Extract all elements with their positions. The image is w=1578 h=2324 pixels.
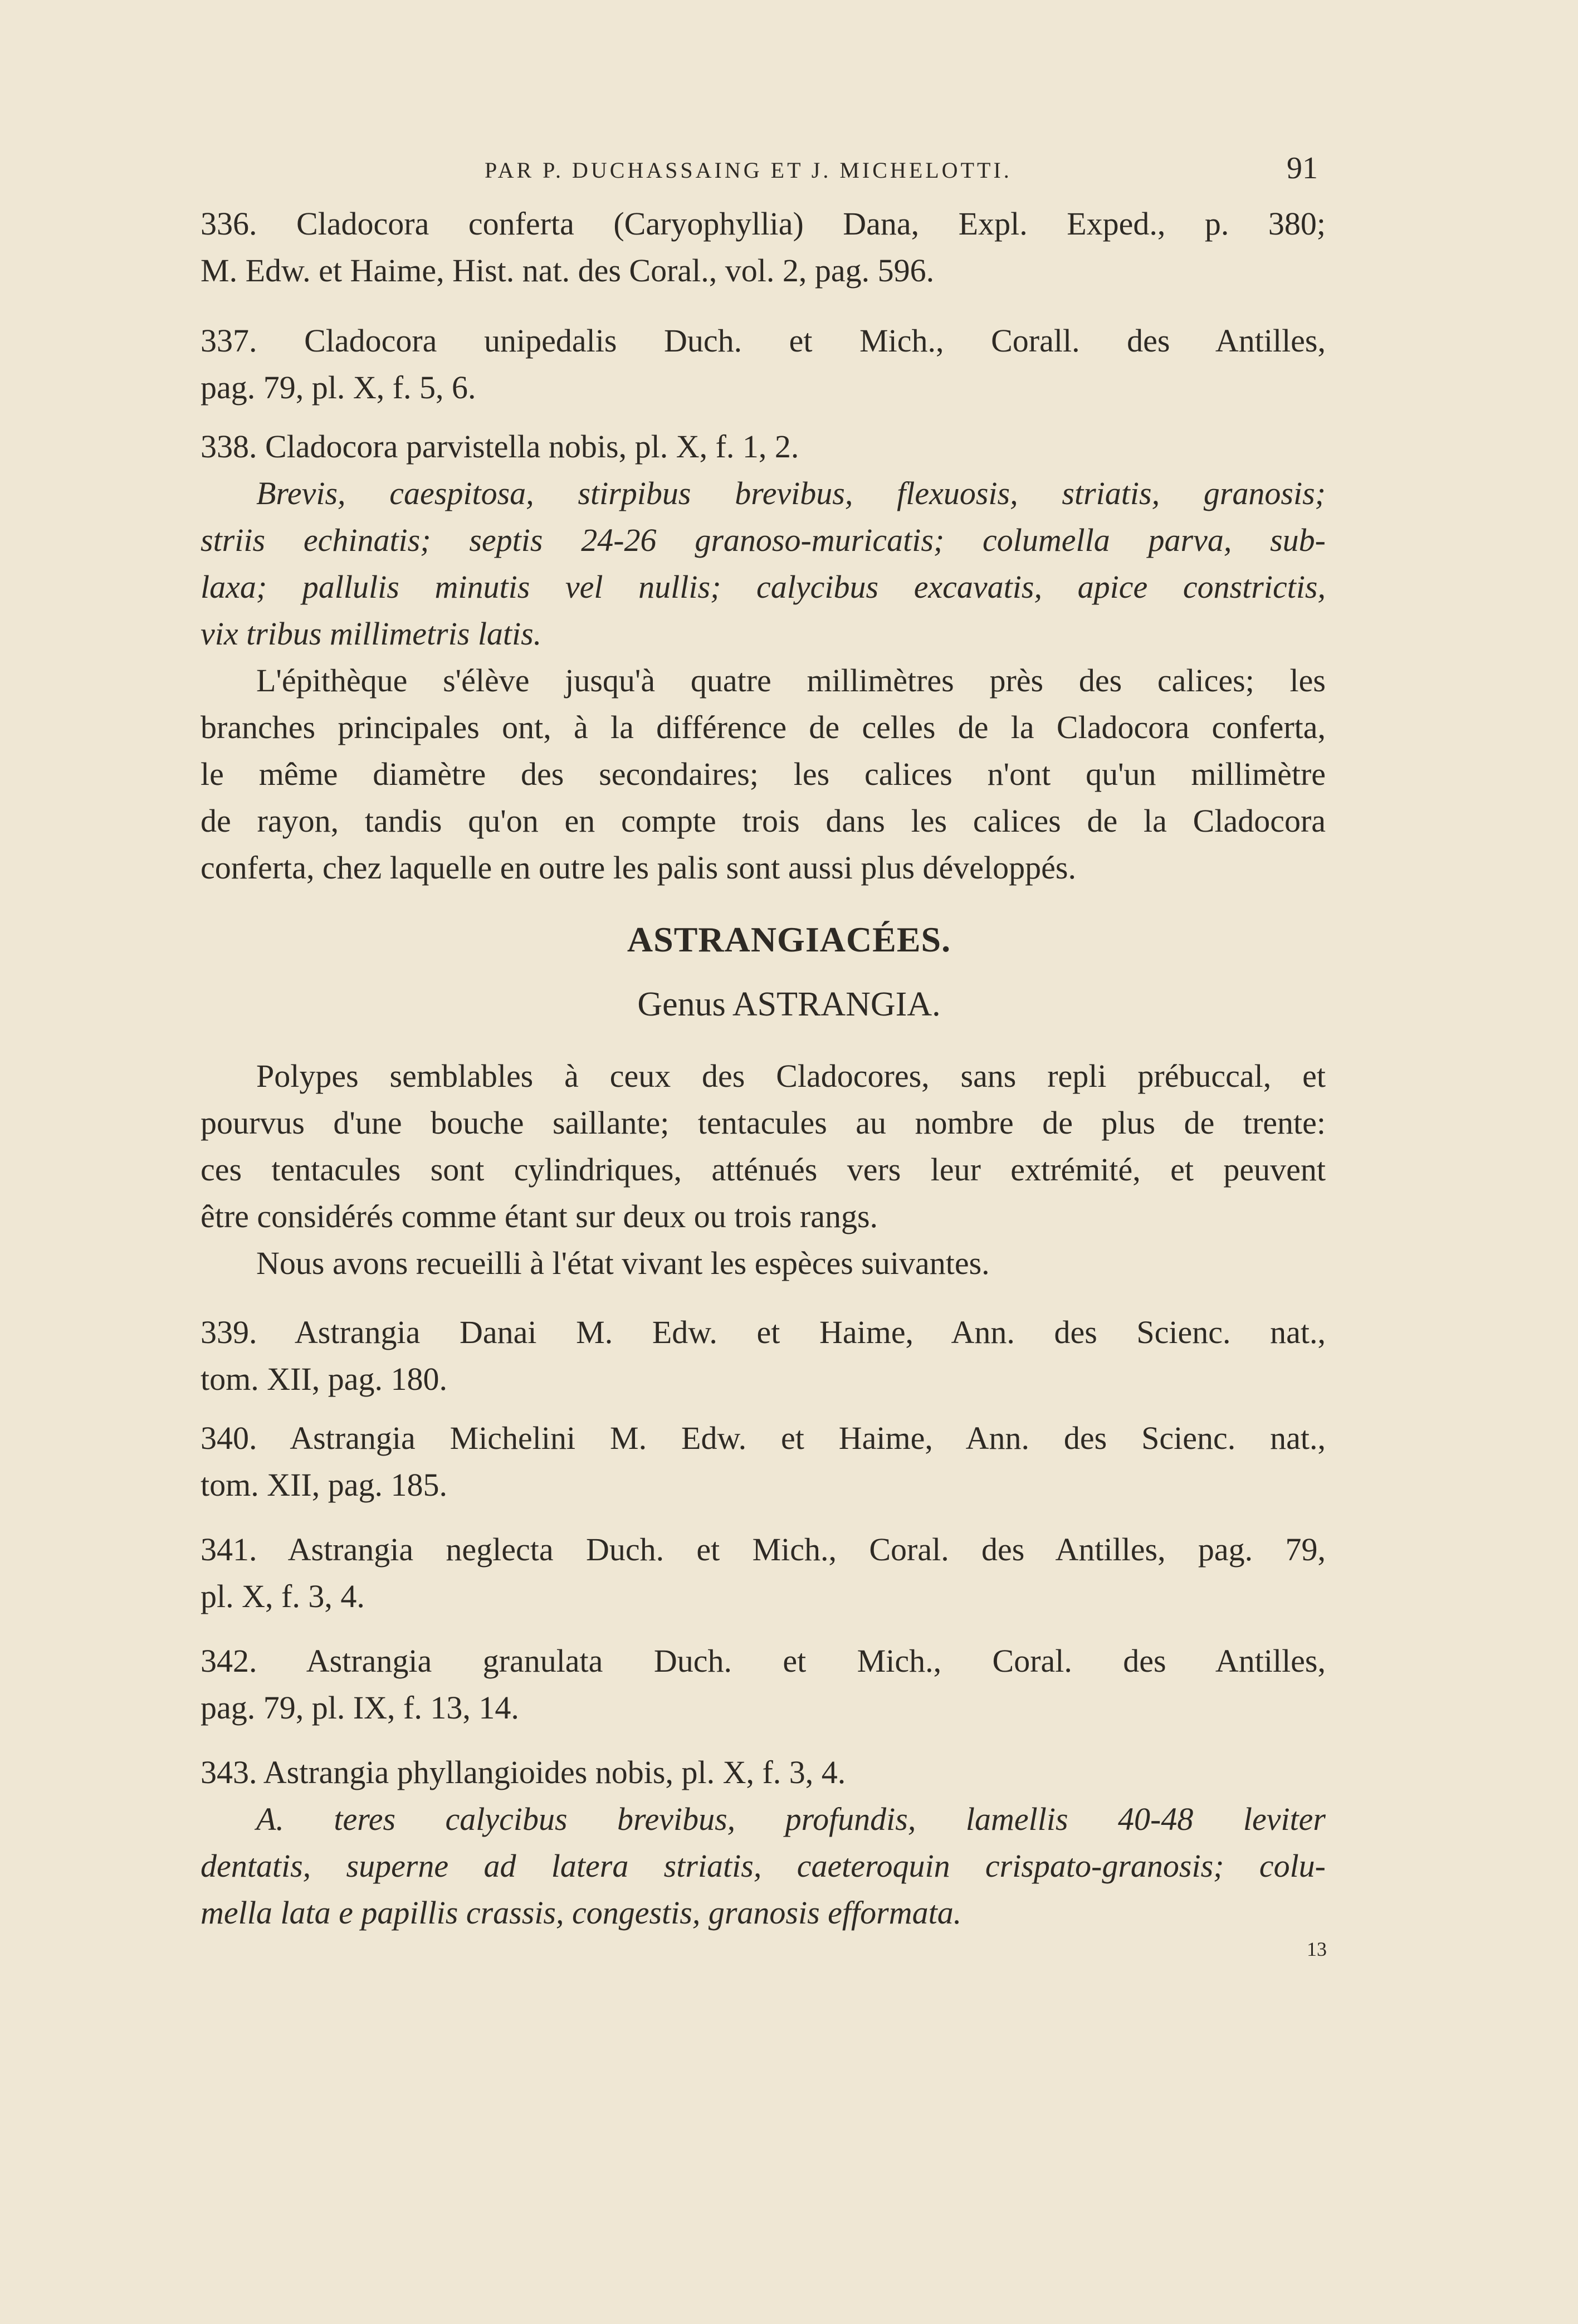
french-description-line: branches principales ont, à la différence de celles de la Cladocora conferta, [201,709,1326,745]
entry-339 [201,1309,1326,1403]
latin-diagnosis-line: dentatis, superne ad latera striatis, caeteroquin crispato-granosis; colu- [201,1848,1326,1884]
entry-337-line-2: pag. 79, pl. X, f. 5, 6. [201,369,476,406]
entry-341-line-1: 341. Astrangia neglecta Duch. et Mich., Coral. des Antilles, pag. 79, [201,1531,1326,1568]
genus-description-line: pourvus d'une bouche saillante; tentacules au nombre de plus de trente: [201,1105,1326,1141]
entry-342-line-1: 342. Astrangia granulata Duch. et Mich., Coral. des Antilles, [201,1643,1326,1679]
entry-336-line-2: M. Edw. et Haime, Hist. nat. des Coral., vol. 2, pag. 596. [201,252,935,289]
latin-diagnosis-line: striis echinatis; septis 24-26 granoso-muricatis; columella parva, sub- [201,522,1326,558]
french-description-line: conferta, chez laquelle en outre les palis sont aussi plus développés. [201,849,1076,886]
entry-339-line-1: 339. Astrangia Danai M. Edw. et Haime, Ann. des Scienc. nat., [201,1314,1326,1350]
latin-diagnosis-line: laxa; pallulis minutis vel nullis; calycibus excavatis, apice constrictis, [201,569,1326,605]
latin-diagnosis-line: Brevis, caespitosa, stirpibus brevibus, flexuosis, striatis, granosis; [256,475,1326,511]
entry-343-line-1: 343. Astrangia phyllangioides nobis, pl. X, f. 3, 4. [201,1754,846,1790]
genus-title: Genus ASTRANGIA. [637,985,941,1023]
entry-336 [201,201,1326,294]
entry-342-line-2: pag. 79, pl. IX, f. 13, 14. [201,1690,519,1726]
entry-341 [201,1526,1326,1620]
entry-338-line-1: 338. Cladocora parvistella nobis, pl. X, f. 1, 2. [201,428,799,465]
entry-336-line-1: 336. Cladocora conferta (Caryophyllia) Dana, Expl. Exped., p. 380; [201,206,1326,242]
page-number: 91 [1287,151,1318,185]
entry-342 [201,1638,1326,1731]
running-header: PAR P. DUCHASSAING ET J. MICHELOTTI. [485,158,1012,183]
genus-description [201,1053,1326,1287]
latin-diagnosis-line: mella lata e papillis crassis, congestis, granosis efformata. [201,1895,962,1931]
section-title: ASTRANGIACÉES. [627,920,951,959]
entry-340-line-1: 340. Astrangia Michelini M. Edw. et Haime, Ann. des Scienc. nat., [201,1420,1326,1456]
genus-description-line: Polypes semblables à ceux des Cladocores, sans repli prébuccal, et [256,1058,1326,1094]
entry-337 [201,318,1326,411]
entry-340-line-2: tom. XII, pag. 185. [201,1467,447,1503]
genus-description-line: Nous avons recueilli à l'état vivant les espèces suivantes. [256,1245,990,1281]
french-description-line: le même diamètre des secondaires; les calices n'ont qu'un millimètre [201,756,1326,792]
entry-337-line-1: 337. Cladocora unipedalis Duch. et Mich., Corall. des Antilles, [201,323,1326,359]
entry-339-line-2: tom. XII, pag. 180. [201,1361,447,1397]
entry-338 [201,423,1326,891]
signature-mark: 13 [1307,1938,1327,1960]
entry-340 [201,1415,1326,1508]
french-description-line: L'épithèque s'élève jusqu'à quatre millimètres près des calices; les [256,662,1326,699]
entry-343 [201,1749,1326,1936]
latin-diagnosis-line: A. teres calycibus brevibus, profundis, lamellis 40-48 leviter [256,1801,1326,1837]
french-description-line: de rayon, tandis qu'on en compte trois dans les calices de la Cladocora [201,803,1326,839]
entry-341-line-2: pl. X, f. 3, 4. [201,1578,365,1614]
latin-diagnosis-line: vix tribus millimetris latis. [201,616,542,652]
genus-description-line: être considérés comme étant sur deux ou trois rangs. [201,1198,878,1234]
genus-description-line: ces tentacules sont cylindriques, atténués vers leur extrémité, et peuvent [201,1151,1326,1188]
